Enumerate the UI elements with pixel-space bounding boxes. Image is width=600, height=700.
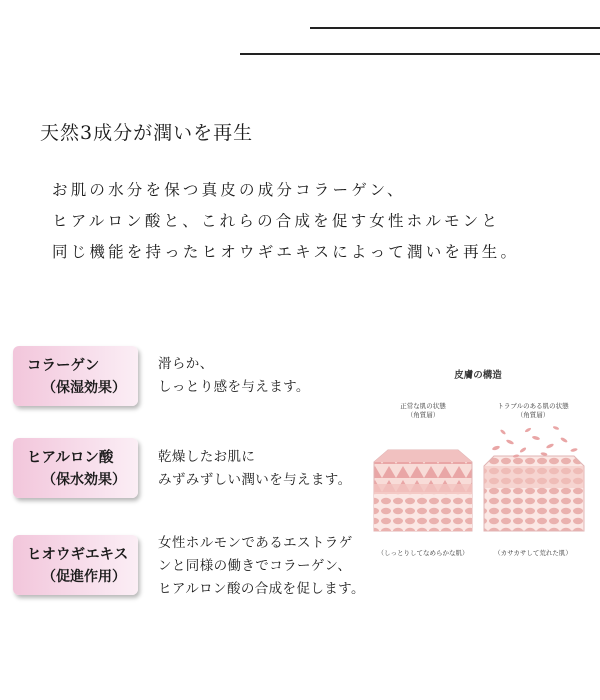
ingredient-badge-collagen	[13, 346, 138, 406]
section-title: 天然3成分が潤いを再生	[40, 122, 254, 144]
skin-structure-diagram	[368, 366, 588, 566]
ingredient-name: ヒオウギエキス	[27, 547, 129, 563]
description-line: ンと同様の働きでコラーゲン、	[158, 558, 352, 574]
ingredient-badge-hyaluronic	[13, 438, 138, 498]
normal-skin-caption: （しっとりしてなめらかな肌）	[377, 549, 469, 557]
ingredient-description-collagen	[158, 353, 310, 399]
ingredient-description-extract	[158, 532, 365, 601]
description-line: 女性ホルモンであるエストラゲ	[158, 535, 353, 551]
ingredient-effect: （保水効果）	[42, 472, 126, 488]
intro-line: お肌の水分を保つ真皮の成分コラーゲン、	[52, 181, 406, 199]
description-line: 乾燥したお肌に	[158, 449, 256, 465]
ingredient-badge-extract	[13, 535, 138, 595]
ingredient-name: コラーゲン	[27, 358, 100, 374]
intro-line: 同じ機能を持ったヒオウギエキスによって潤いを再生。	[52, 243, 520, 261]
description-line: 滑らか、	[158, 356, 214, 372]
decorative-rule-bottom	[240, 53, 600, 55]
trouble-skin-caption: （カサカサして荒れた肌）	[494, 549, 572, 557]
normal-skin-illustration	[374, 450, 472, 531]
normal-skin-label: 正常な肌の状態	[400, 402, 446, 410]
trouble-skin-label-sub: （角質層）	[516, 411, 550, 419]
ingredient-name: ヒアルロン酸	[27, 450, 114, 466]
ingredient-effect: （保湿効果）	[42, 380, 126, 396]
trouble-skin-illustration	[484, 426, 584, 531]
description-line: みずみずしい潤いを与えます。	[158, 472, 352, 488]
ingredient-description-hyaluronic	[158, 446, 352, 492]
trouble-skin-label: トラブルのある肌の状態	[497, 402, 569, 410]
diagram-title: 皮膚の構造	[454, 370, 502, 381]
description-line: ヒアルロン酸の合成を促します。	[158, 581, 365, 597]
ingredient-effect: （促進作用）	[42, 569, 126, 585]
normal-skin-label-sub: （角質層）	[406, 411, 440, 419]
description-line: しっとり感を与えます。	[158, 379, 310, 395]
intro-line: ヒアルロン酸と、これらの合成を促す女性ホルモンと	[52, 212, 501, 230]
decorative-rule-top	[310, 27, 600, 29]
